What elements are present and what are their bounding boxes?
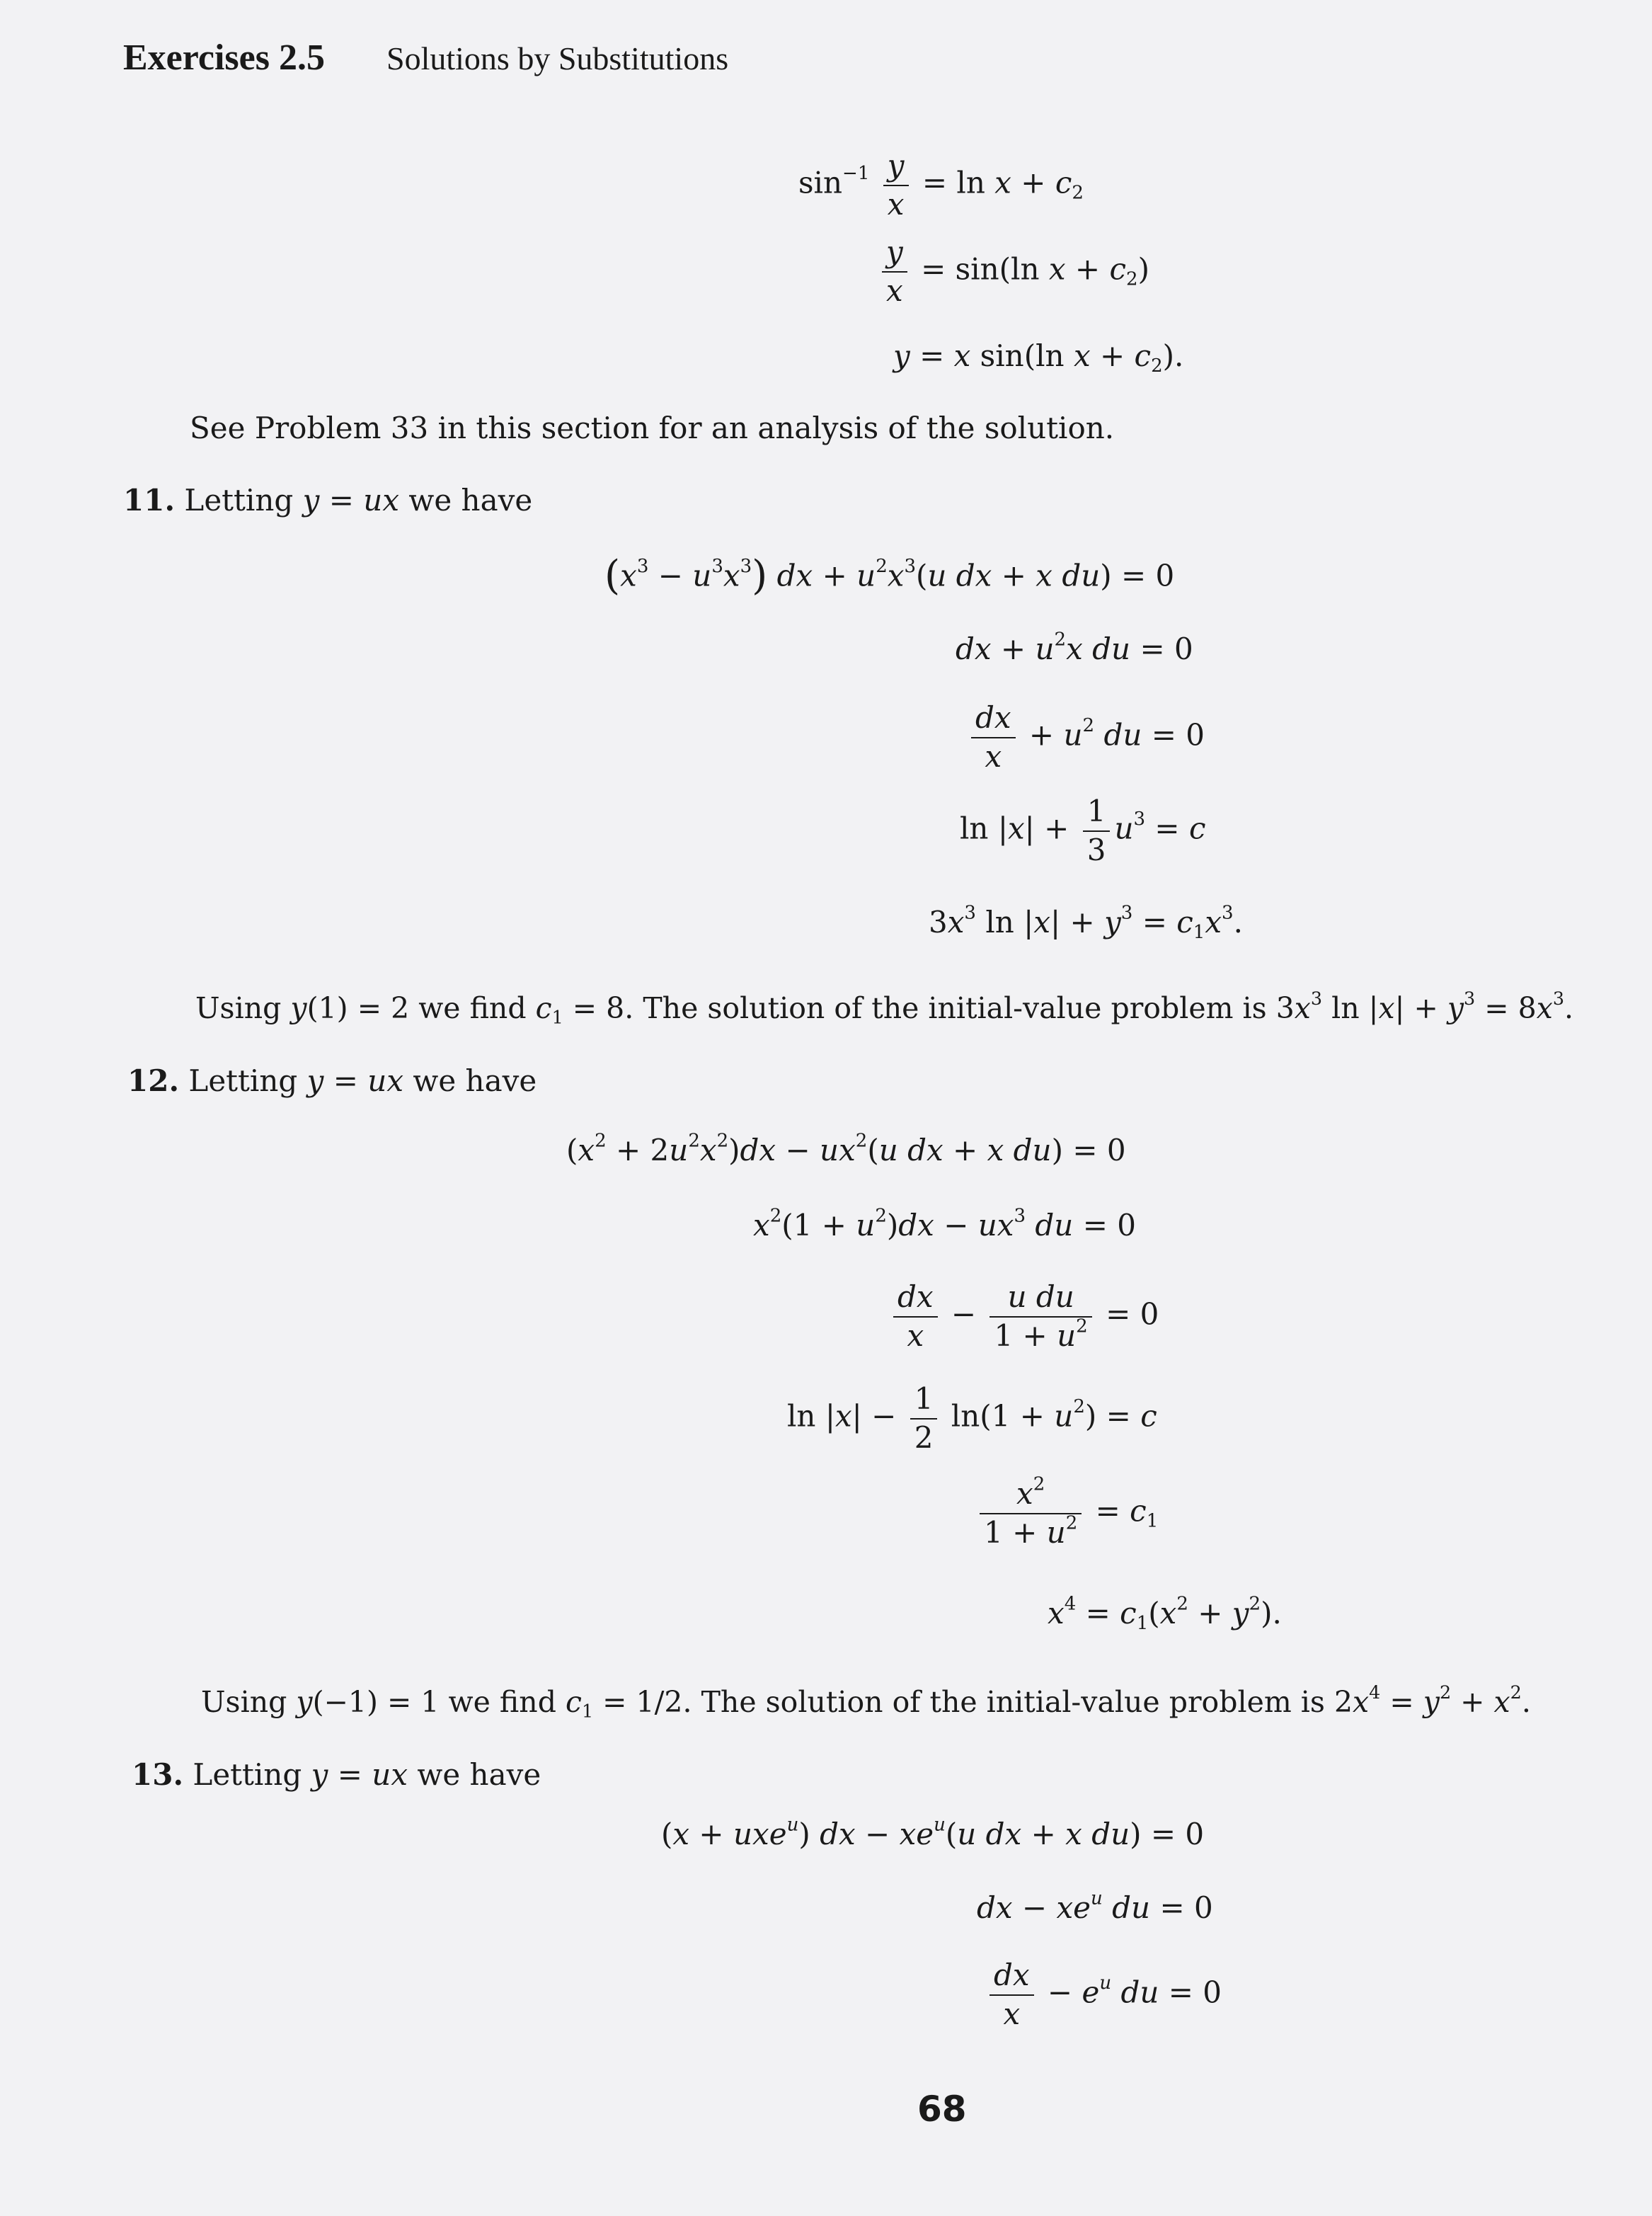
p12-eq-2: $x^2(1 + u^2)dx - ux^3$ du = 0 (753, 1205, 1136, 1243)
problem-number: 12. (127, 1063, 180, 1098)
section-title: Solutions by Substitutions (386, 40, 729, 76)
p12-eq-4: ln |x| − $\frac{1}{2}$ $\ln(1 + u^2) = c$ (787, 1381, 1157, 1455)
p12-eq-3: $\frac{dx}{x}$ − $\frac{\text{u du}}{1 + u^2}$ = 0 (889, 1279, 1159, 1354)
see-note: See Problem 33 in this section for an analysis of the solution. (190, 411, 1115, 445)
p11-eq-3: $\frac{dx}{x}$ + $u^2$ du = 0 (967, 699, 1205, 775)
p12-eq-1: $(x^2 + 2u^2x^2)dx - ux^2(u$ dx + x du) = 0 (566, 1130, 1126, 1167)
p11-eq-4: ln |x| + $\frac{1}{3}$ $u^3 = c$ (960, 794, 1206, 867)
p11-eq-2: dx + $u^2x$ du = 0 (956, 629, 1193, 666)
intro-eq-2: $\frac{y}{x}$ = sin(ln $x + c_2$) (878, 234, 1149, 309)
p13-eq-3: $\frac{dx}{x}$ − $e^u$ du = 0 (985, 1957, 1222, 2033)
problem-number: 11. (123, 483, 176, 518)
intro-eq-3: y = x sin(ln $x + c_2$). (893, 338, 1184, 377)
problem-13-lead: 13. Letting y = ux we have (132, 1757, 541, 1792)
p11-eq-5: $3x^3$ $\ln |x| + y^3 = c_1x^3$. (929, 902, 1243, 943)
problem-11-lead: 11. Letting y = ux we have (123, 483, 533, 518)
problem-12-lead: 12. Letting y = ux we have (127, 1063, 537, 1098)
p12-eq-6: $x^4 = c_1(x^2 + y^2)$. (1048, 1593, 1282, 1634)
page-number: 68 (917, 2089, 967, 2130)
intro-eq-1: $\sin^{-1}$ $\frac{y}{x}$ = $\ln x + c_2$ (798, 148, 1084, 222)
p13-eq-2: dx − $xe^u$ du = 0 (977, 1887, 1213, 1925)
p11-conclusion: Using y(1) = 2 we find $c_1 = 8$. The solution of the initial-value problem is $3x^3$ $\ln |x| + y^3 = 8x^3$. (195, 987, 1574, 1028)
p11-eq-1: $(x^3 - u^3x^3)$ dx + $u^2x^3(u$ dx + x du) = 0 (604, 552, 1175, 599)
p12-conclusion: Using y(−1) = 1 we find $c_1 = 1/2$. The solution of the initial-value problem is $2x^4 = y^2 + x^2$. (201, 1681, 1531, 1722)
p12-eq-5: $\frac{x^2}{1 + u^2}$ = $c_1$ (975, 1475, 1158, 1551)
exercise-heading: Exercises 2.5 (123, 38, 325, 78)
problem-number: 13. (132, 1757, 184, 1792)
p13-eq-1: (x + uxe$^u$) dx − $xe^u(u$ dx + x du) = 0 (661, 1814, 1205, 1851)
